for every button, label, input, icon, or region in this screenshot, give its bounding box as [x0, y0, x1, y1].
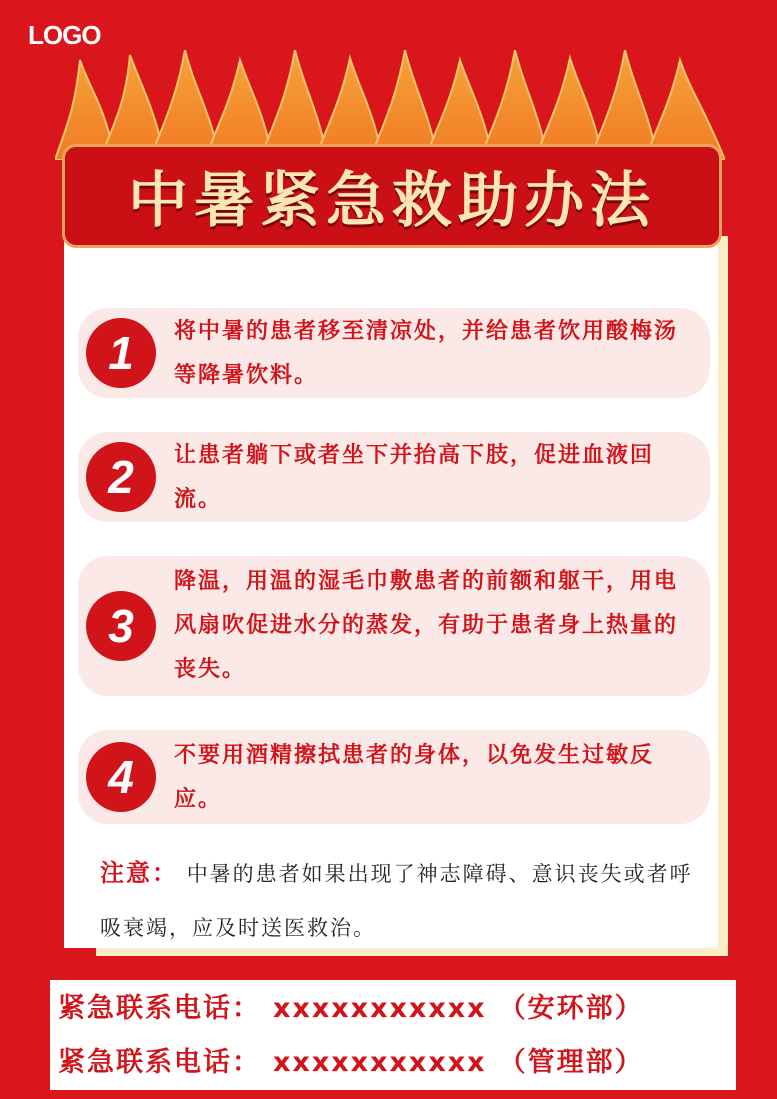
step-text: 将中暑的患者移至清凉处，并给患者饮用酸梅汤等降暑饮料。	[174, 319, 679, 388]
step-number-badge: 2	[86, 442, 156, 512]
note	[100, 846, 700, 955]
note-text: 中暑的患者如果出现了神志障碍、意识丧失或者呼吸衰竭，应及时送医救治。	[100, 862, 693, 940]
contact-label: 紧急联系电话：	[58, 1047, 261, 1078]
logo: LOGO	[28, 20, 101, 50]
contact-phone: xxxxxxxxxxx	[273, 1047, 487, 1078]
step-number-badge: 1	[86, 318, 156, 388]
title-banner	[62, 144, 722, 248]
contact-dept: （管理部）	[498, 1047, 644, 1078]
step-number-badge: 3	[86, 591, 156, 661]
step-text: 降温，用温的湿毛巾敷患者的前额和躯干，用电风扇吹促进水分的蒸发，有助于患者身上热量的丧失。	[174, 569, 679, 682]
contact-dept: （安环部）	[498, 993, 644, 1024]
contact-line-1	[58, 986, 656, 1025]
contact-box	[50, 980, 736, 1090]
step-4	[78, 730, 710, 824]
note-label: 注意：	[100, 859, 178, 887]
step-3	[78, 556, 710, 696]
step-text: 让患者躺下或者坐下并抬高下肢，促进血液回流。	[174, 443, 655, 512]
step-number-badge: 4	[86, 742, 156, 812]
contact-label: 紧急联系电话：	[58, 993, 261, 1024]
contact-phone: xxxxxxxxxxx	[273, 993, 487, 1024]
step-1	[78, 308, 710, 398]
page-title: 中暑紧急救助办法	[128, 166, 656, 236]
step-text: 不要用酒精擦拭患者的身体，以免发生过敏反应。	[174, 743, 655, 812]
step-2	[78, 432, 710, 522]
contact-line-2	[58, 1040, 656, 1079]
